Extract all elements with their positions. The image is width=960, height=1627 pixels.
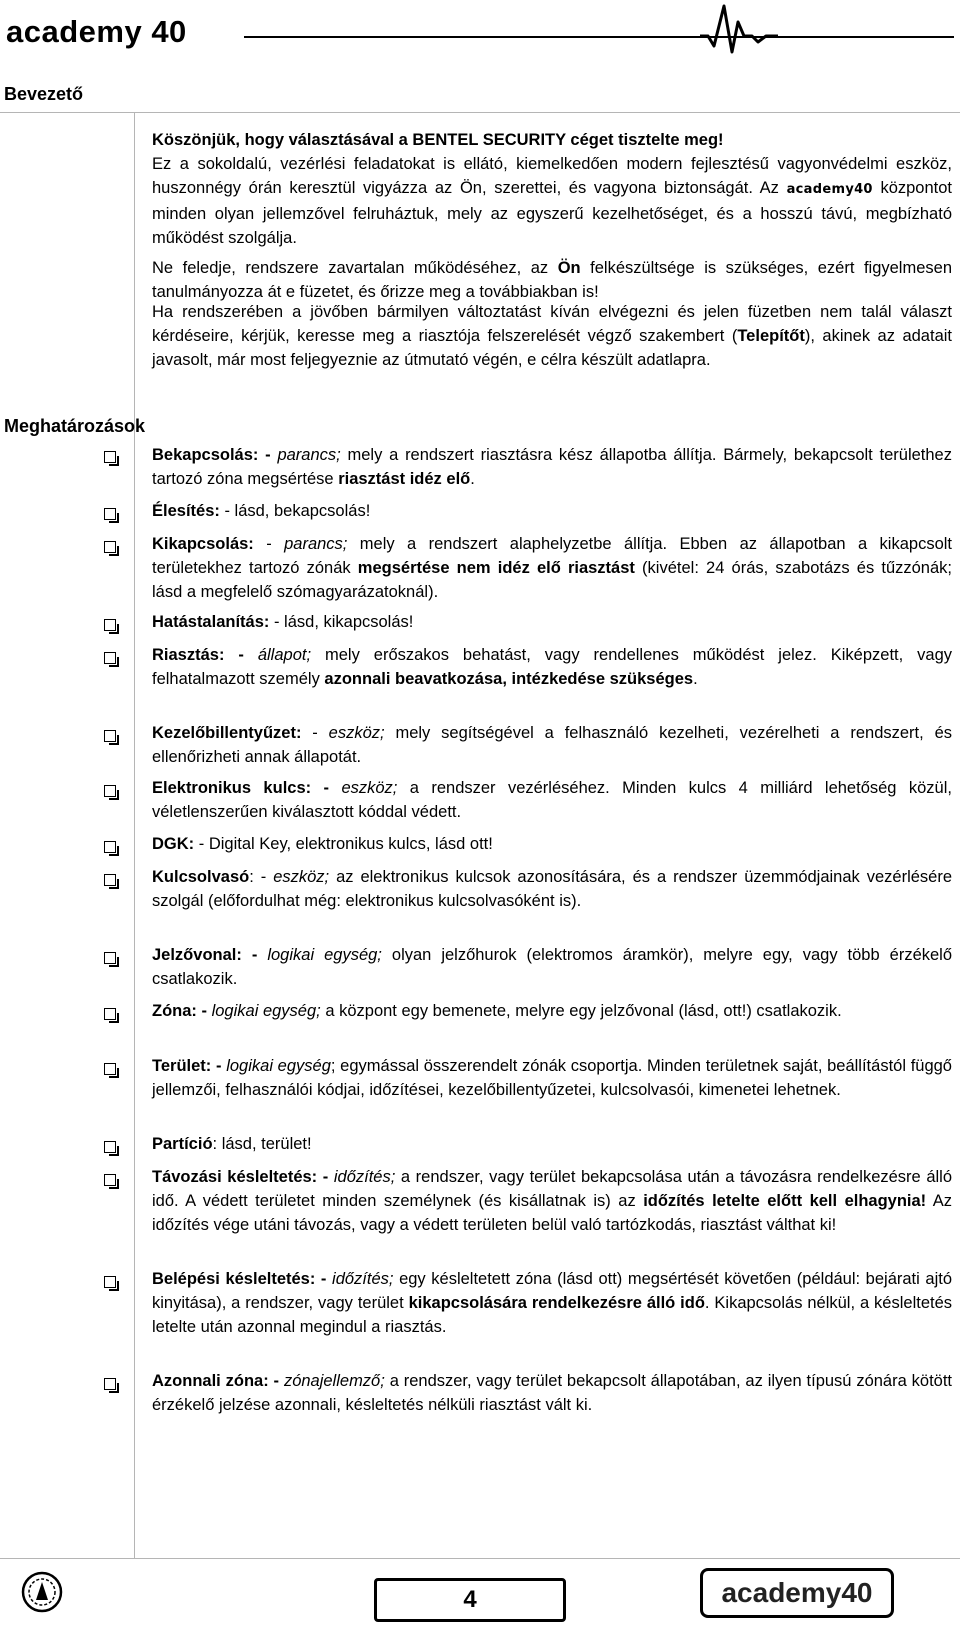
page-number: 4 [374,1578,566,1622]
intro-paragraph-1: Ez a sokoldalú, vezérlési feladatokat is ellátó, kiemelkedően modern fejlesztésű vagyonvédelmi eszköz, huszonnégy órán keresztül vigyázza az Ön, szerettei, és vagyona biztonságát. Az academy40 központot minden olyan jellemzővel felruháztuk, mely az egyszerű kezelhetőséget, és a hosszú távú, megbízható működést szolgálja. [152,155,952,247]
definition-item: Elektronikus kulcs: - eszköz; a rendszer vezérléséhez. Minden kulcs 4 milliárd lehetőség közül, véletlenszerűen kiválasztott kóddal védett. [152,779,952,821]
checkbox-icon [104,730,116,742]
checkbox-icon [104,1063,116,1075]
footer-rule [0,1558,960,1559]
checkbox-icon [104,652,116,664]
definition-item: Zóna: - logikai egység; a központ egy bemenete, melyre egy jelzővonal (lásd, ott!) csatlakozik. [152,1002,842,1020]
checkbox-icon [104,1174,116,1186]
definition-item: DGK: - Digital Key, elektronikus kulcs, lásd ott! [152,835,493,853]
definition-item: Kulcsolvasó: - eszköz; az elektronikus kulcsok azonosítására, és a rendszer üzemmódjainak vezérlésére szolgál (előfordulhat még: elektronikus kulcsolvasóként is). [152,868,953,910]
checkbox-icon [104,952,116,964]
checkbox-icon [104,508,116,520]
definition-item: Jelzővonal: - logikai egység; olyan jelzőhurok (elektromos áramkör), melyre egy, vagy több érzékelő csatlakozik. [152,946,953,988]
checkbox-icon [104,785,116,797]
checkbox-icon [104,1276,116,1288]
checkbox-icon [104,619,116,631]
definition-item: Bekapcsolás: - parancs; mely a rendszert riasztásra kész állapotba állítja. Bármely, bekapcsolt területhez tartozó zóna megsértése riasztást idéz elő. [152,446,952,488]
checkbox-icon [104,541,116,553]
checkbox-icon [104,1141,116,1153]
bentel-logo-icon [20,1570,64,1614]
definition-item: Azonnali zóna: - zónajellemző; a rendszer, vagy terület bekapcsolt állapotában, az ilyen típusú zónára kötött érzékelő jelzése azonnali, késleltetés nélküli riasztást vált ki. [152,1372,953,1414]
definition-item: Kezelőbillentyűzet: - eszköz; mely segítségével a felhasználó kezelheti, vezérelheti a rendszert, és ellenőrizheti annak állapotát. [152,724,952,766]
footer-brand-logo: academy40 [700,1568,894,1618]
intro-paragraph-3: Ha rendszerében a jövőben bármilyen változtatást kíván elvégezni és jelen füzetben nem talál választ kérdéseire, kérjük, keresse meg a riasztója felszerelését végző szakembert (Telepítőt), akinek az adatait javasolt, már most feljegyeznie az útmutató végén, e célra készült adatlapra. [152,303,952,369]
section-rule-top [0,112,960,113]
intro-greeting: Köszönjük, hogy választásával a BENTEL SECURITY céget tisztelte meg! [152,131,724,149]
definition-item: Hatástalanítás: - lásd, kikapcsolás! [152,613,414,631]
section-title-definitions: Meghatározások [4,416,146,436]
checkbox-icon [104,1378,116,1390]
intro-paragraph-2: Ne feledje, rendszere zavartalan működéséhez, az Ön felkészültsége is szükséges, ezért figyelmesen tanulmányozza át e füzetet, és őrizze meg a továbbiakban is! [152,259,952,301]
definition-item: Távozási késleltetés: - időzítés; a rendszer, vagy terület bekapcsolása után a távozásra rendelkezésre álló idő. A védett területet minden személynek (és kisállatnak is) az időzítés letelte előtt kell elhagynia! Az időzítés vége utáni távozás, vagy a védett területen belül való tartózkodás, riasztást válthat ki! [152,1168,952,1234]
pulse-logo-icon [700,2,778,56]
checkbox-icon [104,841,116,853]
definition-item: Terület: - logikai egység; egymással összerendelt zónák csoportja. Minden területnek saját, beállítástól függő jellemzői, felhasználói kódjai, időzítései, kezelőbillentyűzetei, kulcsolvasói, kimenetei lehetnek. [152,1057,952,1099]
header-divider [244,36,954,38]
checkbox-icon [104,451,116,463]
checkbox-icon [104,1008,116,1020]
header-brand: academy 40 [6,14,187,49]
column-rule [134,112,135,1559]
definition-item: Riasztás: - állapot; mely erőszakos behatást, vagy rendellenes működést jelez. Kiképzett, vagy felhatalmazott személy azonnali beavatkozása, intézkedése szükséges. [152,646,952,688]
definition-item: Kikapcsolás: - parancs; mely a rendszert alaphelyzetbe állítja. Ebben az állapotban a kikapcsolt területekhez tartozó zónák megsértése nem idéz elő riasztást (kivétel: 24 órás, szabotázs és tűzzónák; lásd a megfelelő szómagyarázatoknál). [152,535,952,601]
section-title-intro: Bevezető [4,84,84,104]
definition-item: Élesítés: - lásd, bekapcsolás! [152,502,371,520]
definition-item: Partíció: lásd, terület! [152,1135,312,1153]
inline-brand: academy40 [786,182,873,197]
checkbox-icon [104,874,116,886]
definition-item: Belépési késleltetés: - időzítés; egy késleltetett zóna (lásd ott) megsértését követően (például: bejárati ajtó kinyitása), a rendszer, vagy terület kikapcsolására rendelkezésre álló idő. Kikapcsolás nélkül, a késleltetés letelte után azonnal megindul a riasztás. [152,1270,953,1336]
